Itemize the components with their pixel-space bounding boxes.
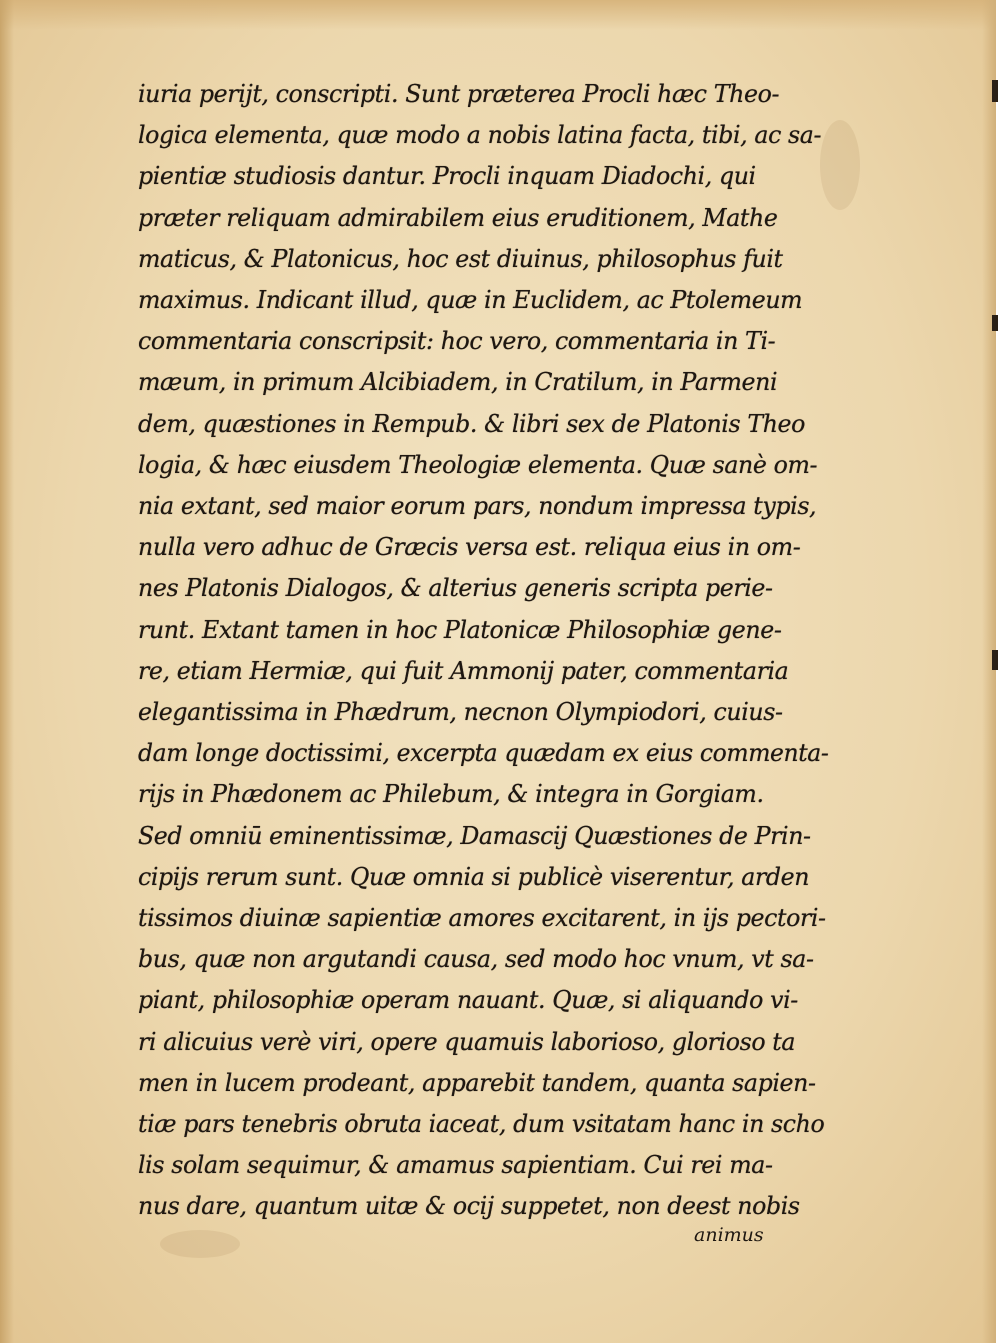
text-line: rijs in Phædonem ac Philebum, & integra in Gorgiam. — [138, 780, 764, 809]
page-edge-right — [982, 0, 1000, 1343]
text-line: ri alicuius verè viri, opere quamuis laborioso, glorioso ta — [138, 1027, 796, 1056]
text-line: lis solam sequimur, & amamus sapientiam. Cui rei ma- — [138, 1151, 773, 1180]
text-line: tiæ pars tenebris obruta iaceat, dum vsitatam hanc in scho — [138, 1110, 825, 1139]
text-line: piant, philosophiæ operam nauant. Quæ, si aliquando vi- — [138, 986, 798, 1015]
text-line: præter reliquam admirabilem eius eruditionem, Mathe — [138, 203, 778, 232]
text-line: cipijs rerum sunt. Quæ omnia si publicè viserentur, arden — [138, 862, 810, 891]
text-line: logia, & hæc eiusdem Theologiæ elementa. Quæ sanè om- — [138, 450, 818, 479]
text-line: nulla vero adhuc de Græcis versa est. reliqua eius in om- — [138, 533, 801, 562]
text-line: logica elementa, quæ modo a nobis latina facta, tibi, ac sa- — [138, 121, 822, 150]
text-line: dem, quæstiones in Rempub. & libri sex de Platonis Theo — [138, 409, 806, 438]
margin-mark — [992, 650, 998, 670]
page-edge-top — [0, 0, 1000, 30]
text-line: elegantissima in Phædrum, necnon Olympiodori, cuius- — [138, 698, 783, 727]
text-line: men in lucem prodeant, apparebit tandem, quanta sapien- — [138, 1068, 816, 1097]
text-line: iuria perijt, conscripti. Sunt præterea Procli hæc Theo- — [138, 80, 780, 108]
text-line: dam longe doctissimi, excerpta quædam ex eius commenta- — [138, 739, 829, 768]
text-line: runt. Extant tamen in hoc Platonicæ Philosophiæ gene- — [138, 615, 782, 644]
text-line: tissimos diuinæ sapientiæ amores excitarent, in ijs pectori- — [138, 904, 826, 933]
text-line: bus, quæ non argutandi causa, sed modo hoc vnum, vt sa- — [138, 945, 814, 974]
text-line: pientiæ studiosis dantur. Procli inquam Diadochi, qui — [138, 162, 756, 191]
margin-mark — [992, 80, 998, 102]
margin-mark — [992, 315, 998, 331]
text-line: nus dare, quantum uitæ & ocij suppetet, non deest nobis — [138, 1192, 800, 1221]
body-text — [138, 74, 838, 1228]
text-line: Sed omniū eminentissimæ, Damascij Quæstiones de Prin- — [138, 821, 811, 850]
text-line: maticus, & Platonicus, hoc est diuinus, philosophus fuit — [138, 244, 783, 273]
page-edge-left — [0, 0, 14, 1343]
text-line: nes Platonis Dialogos, & alterius generis scripta perie- — [138, 574, 773, 603]
text-line: nia extant, sed maior eorum pars, nondum impressa typis, — [138, 492, 817, 521]
text-line: re, etiam Hermiæ, qui fuit Ammonij pater, commentaria — [138, 656, 789, 685]
text-line: maximus. Indicant illud, quæ in Euclidem, ac Ptolemeum — [138, 286, 803, 315]
text-line: mæum, in primum Alcibiadem, in Cratilum, in Parmeni — [138, 368, 778, 397]
paper-stain — [160, 1230, 240, 1258]
catchword: animus — [694, 1224, 764, 1246]
text-line: commentaria conscripsit: hoc vero, commentaria in Ti- — [138, 327, 776, 356]
